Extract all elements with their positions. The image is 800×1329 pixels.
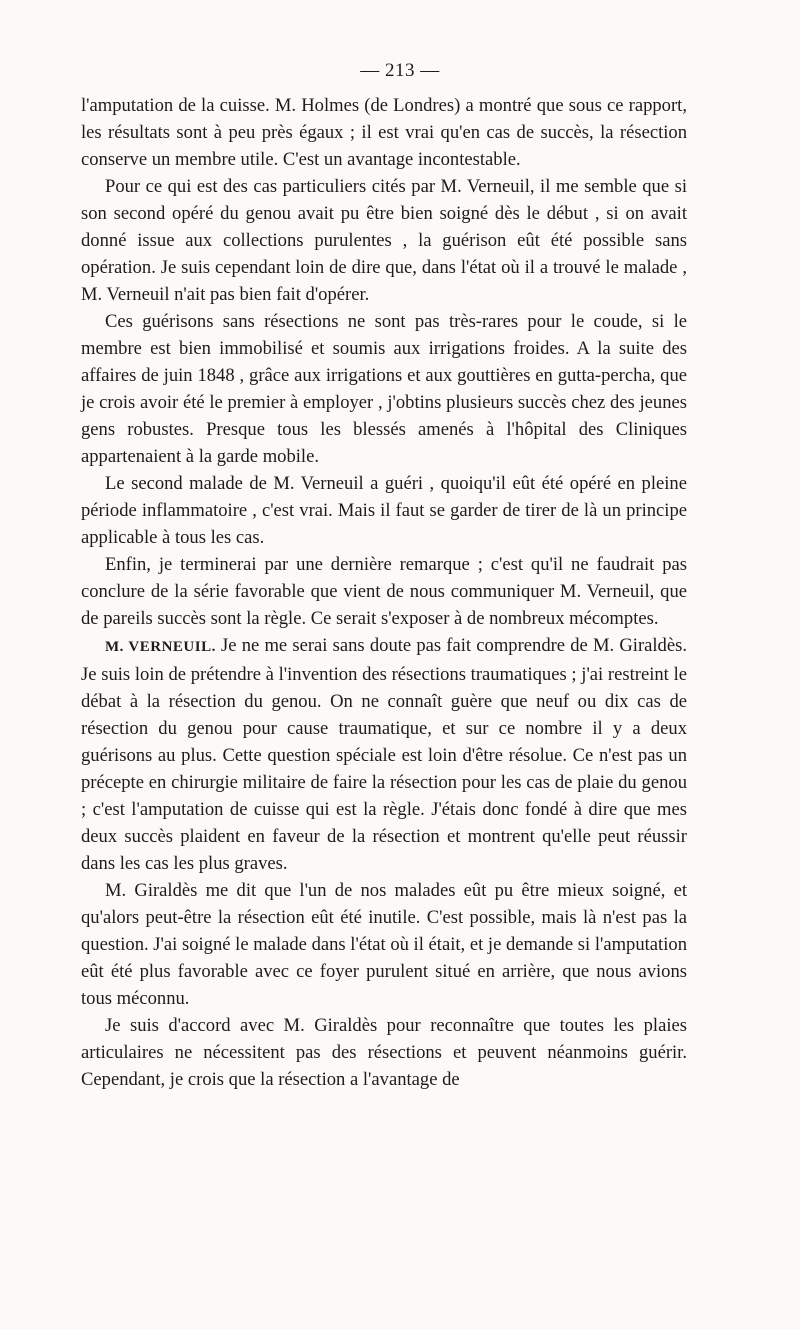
paragraph bbox=[81, 632, 687, 877]
paragraph-text: M. Giraldès me dit que l'un de nos malades eût pu être mieux soigné, et qu'alors peut-être la résection eût été inutile. C'est possible, mais là n'est pas la question. J'ai soigné le malade dans l'état où il était, et je demande si l'amputation eût été plus favorable avec ce foyer purulent situé en arrière, que nous avions tous méconnu. bbox=[81, 880, 687, 1009]
paragraph-text: Je suis d'accord avec M. Giraldès pour reconnaître que toutes les plaies articulaires ne nécessitent pas des résections et peuvent néanmoins guérir. Cependant, je crois que la résection a l'avantage de bbox=[81, 1015, 687, 1090]
speaker-name: M. VERNEUIL. bbox=[105, 639, 216, 655]
paragraph-text: l'amputation de la cuisse. M. Holmes (de Londres) a montré que sous ce rapport, les résultats sont à peu près égaux ; il est vrai qu'en cas de succès, la résection conserve un membre utile. C'est un avantage incontestable. bbox=[81, 95, 687, 170]
paragraph bbox=[81, 1012, 687, 1093]
paragraph bbox=[81, 551, 687, 632]
paragraph bbox=[81, 877, 687, 1012]
page-number: — 213 — bbox=[360, 60, 440, 81]
paragraph bbox=[81, 173, 687, 308]
paragraph bbox=[81, 470, 687, 551]
body-text bbox=[81, 92, 687, 1093]
paragraph bbox=[81, 308, 687, 470]
paragraph-text: Je ne me serai sans doute pas fait comprendre de M. Giraldès. Je suis loin de prétendre à l'invention des résections traumatiques ; j'ai restreint le débat à la résection du genou. On ne connaît guère que neuf ou dix cas de résection du genou pour cause traumatique, et sur ce nombre il y a deux guérisons au plus. Cette question spéciale est loin d'être résolue. Ce n'est pas un précepte en chirurgie militaire de faire la résection pour les cas de plaie du genou ; c'est l'amputation de cuisse qui est la règle. J'étais donc fondé à dire que mes deux succès plaident en faveur de la résection et montrent qu'elle peut réussir dans les cas les plus graves. bbox=[81, 635, 687, 874]
paragraph-text: Ces guérisons sans résections ne sont pas très-rares pour le coude, si le membre est bien immobilisé et soumis aux irrigations froides. A la suite des affaires de juin 1848 , grâce aux irrigations et aux gouttières en gutta-percha, que je crois avoir été le premier à employer , j'obtins plusieurs succès chez des jeunes gens robustes. Presque tous les blessés amenés à l'hôpital des Cliniques appartenaient à la garde mobile. bbox=[81, 311, 687, 467]
paragraph-text: Enfin, je terminerai par une dernière remarque ; c'est qu'il ne faudrait pas conclure de la série favorable que vient de nous communiquer M. Verneuil, que de pareils succès sont la règle. Ce serait s'exposer à de nombreux mécomptes. bbox=[81, 554, 687, 629]
paragraph bbox=[81, 92, 687, 173]
paragraph-text: Pour ce qui est des cas particuliers cités par M. Verneuil, il me semble que si son second opéré du genou avait pu être bien soigné dès le début , si on avait donné issue aux collections purulentes , la guérison eût été possible sans opération. Je suis cependant loin de dire que, dans l'état où il a trouvé le malade , M. Verneuil n'ait pas bien fait d'opérer. bbox=[81, 176, 687, 305]
paragraph-text: Le second malade de M. Verneuil a guéri , quoiqu'il eût été opéré en pleine période inflammatoire , c'est vrai. Mais il faut se garder de tirer de là un principe applicable à tous les cas. bbox=[81, 473, 687, 548]
